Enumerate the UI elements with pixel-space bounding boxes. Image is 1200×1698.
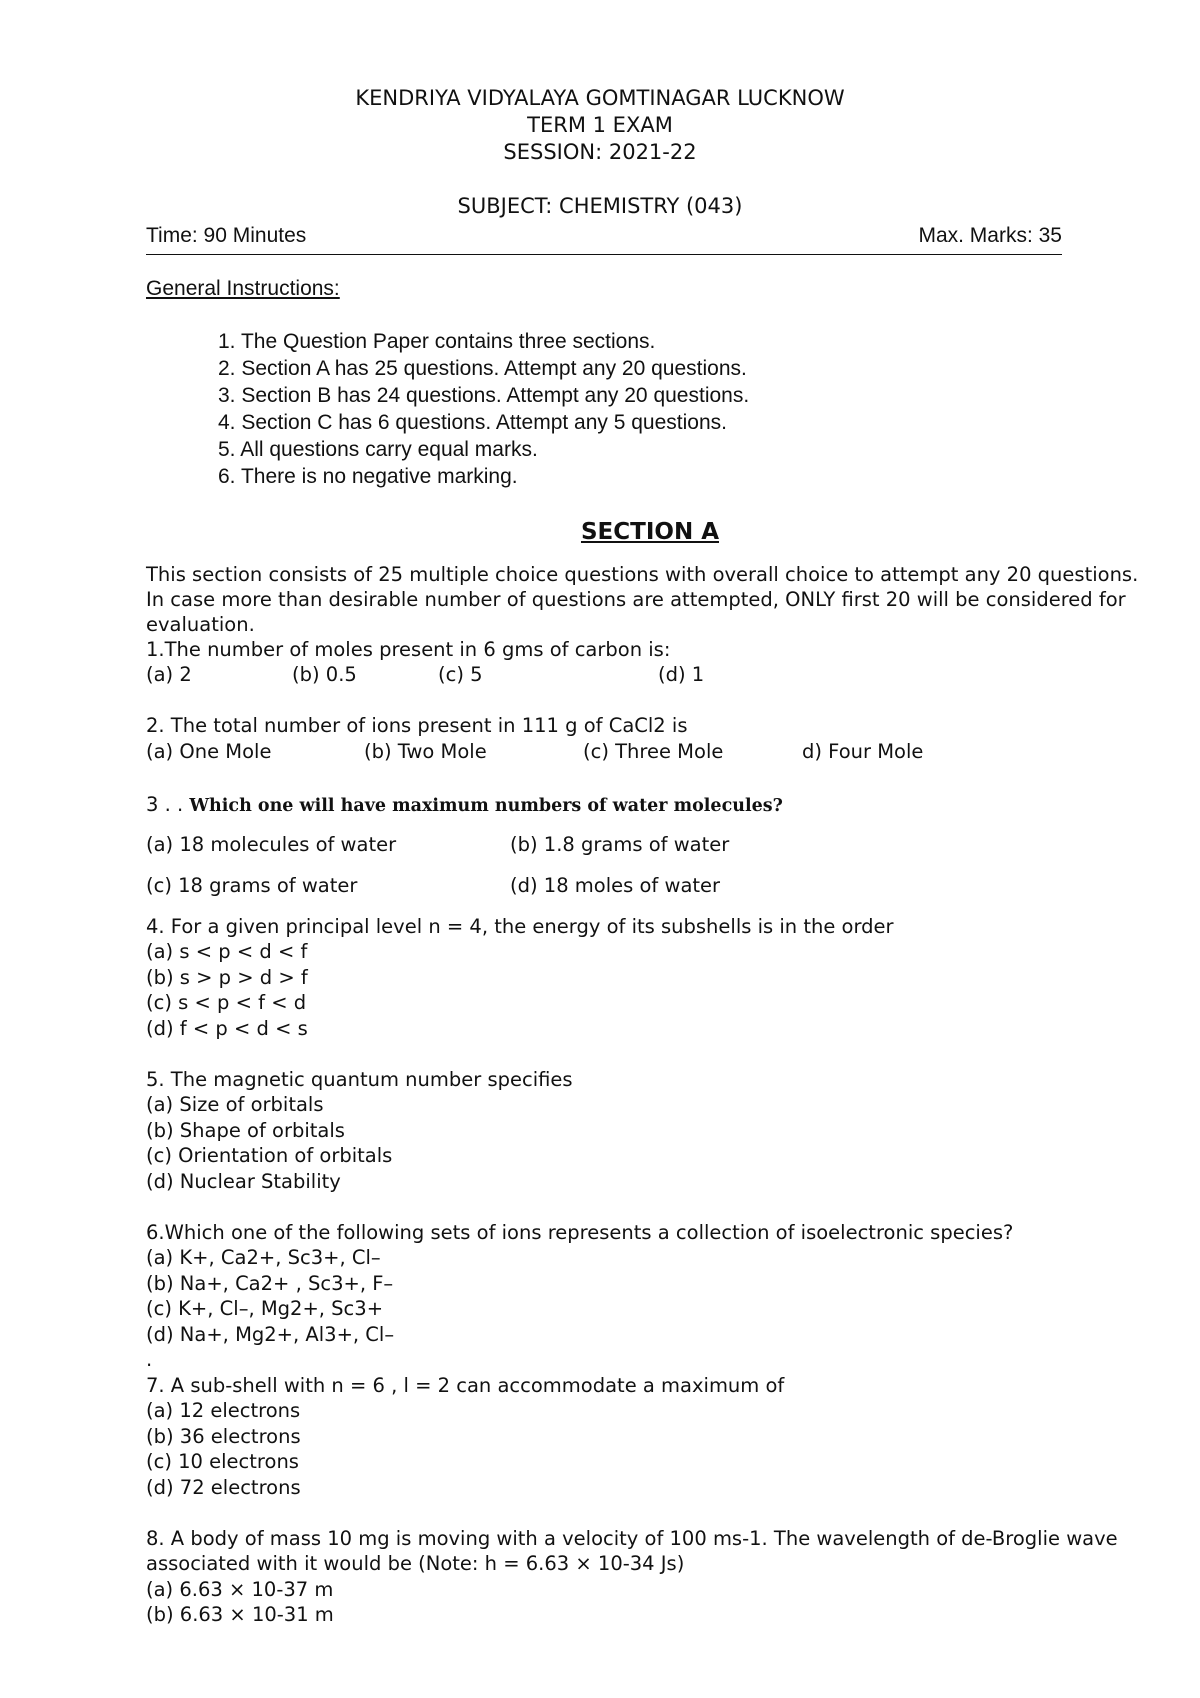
q6-option-a: (a) K+, Ca2+, Sc3+, Cl– xyxy=(146,1246,381,1269)
section-intro-line: In case more than desirable number of questions are attempted, ONLY first 20 will be considered for xyxy=(146,588,1126,611)
q3-option-d: (d) 18 moles of water xyxy=(510,874,721,897)
q4-option-d: (d) f < p < d < s xyxy=(146,1017,308,1040)
q6-option-b: (b) Na+, Ca2+ , Sc3+, F– xyxy=(146,1272,394,1295)
school-name: KENDRIYA VIDYALAYA GOMTINAGAR LUCKNOW xyxy=(355,86,845,110)
q2-option-b: (b) Two Mole xyxy=(364,740,487,763)
q7-option-d: (d) 72 electrons xyxy=(146,1476,301,1499)
q2-option-a: (a) One Mole xyxy=(146,740,272,763)
q2-option-d: d) Four Mole xyxy=(802,740,924,763)
section-a-title: SECTION A xyxy=(580,519,719,545)
question-5: 5. The magnetic quantum number specifies xyxy=(146,1068,573,1091)
q5-option-a: (a) Size of orbitals xyxy=(146,1093,324,1116)
q7-option-b: (b) 36 electrons xyxy=(146,1425,301,1448)
q8-option-b: (b) 6.63 × 10-31 m xyxy=(146,1603,334,1626)
subject: SUBJECT: CHEMISTRY (043) xyxy=(457,194,743,218)
instruction-item: 5. All questions carry equal marks. xyxy=(218,438,538,461)
q3-option-a: (a) 18 molecules of water xyxy=(146,833,397,856)
time-marks-line xyxy=(146,224,1062,255)
q4-option-a: (a) s < p < d < f xyxy=(146,940,308,963)
q3-option-c: (c) 18 grams of water xyxy=(146,874,358,897)
q5-option-d: (d) Nuclear Stability xyxy=(146,1170,341,1193)
question-7: 7. A sub-shell with n = 6 , l = 2 can accommodate a maximum of xyxy=(146,1374,785,1397)
q6-option-c: (c) K+, Cl–, Mg2+, Sc3+ xyxy=(146,1297,384,1320)
question-2: 2. The total number of ions present in 111 g of CaCl2 is xyxy=(146,714,688,737)
stray-dot: . xyxy=(146,1348,153,1371)
question-1: 1.The number of moles present in 6 gms of carbon is: xyxy=(146,638,671,661)
q3-number: 3 . . xyxy=(146,793,184,816)
question-8-cont: associated with it would be (Note: h = 6.63 × 10-34 Js) xyxy=(146,1552,685,1575)
q5-option-c: (c) Orientation of orbitals xyxy=(146,1144,393,1167)
time-label: Time: 90 Minutes xyxy=(146,224,307,247)
q1-option-d: (d) 1 xyxy=(658,663,705,686)
q1-option-a: (a) 2 xyxy=(146,663,192,686)
q6-option-d: (d) Na+, Mg2+, Al3+, Cl– xyxy=(146,1323,395,1346)
instruction-item: 1. The Question Paper contains three sections. xyxy=(218,330,656,353)
exam-name: TERM 1 EXAM xyxy=(527,113,673,137)
q7-option-a: (a) 12 electrons xyxy=(146,1399,301,1422)
instruction-item: 4. Section C has 6 questions. Attempt any 5 questions. xyxy=(218,411,727,434)
q3-option-b: (b) 1.8 grams of water xyxy=(510,833,730,856)
question-8: 8. A body of mass 10 mg is moving with a velocity of 100 ms-1. The wavelength of de-Broglie wave xyxy=(146,1527,1118,1550)
question-3 xyxy=(146,793,783,816)
instructions-heading: General Instructions: xyxy=(146,277,340,300)
q1-option-b: (b) 0.5 xyxy=(292,663,357,686)
q3-text: Which one will have maximum numbers of water molecules? xyxy=(189,796,783,816)
instruction-item: 3. Section B has 24 questions. Attempt any 20 questions. xyxy=(218,384,750,407)
instruction-item: 6. There is no negative marking. xyxy=(218,465,518,488)
section-intro-line: evaluation. xyxy=(146,613,255,636)
section-intro-line: This section consists of 25 multiple choice questions with overall choice to attempt any 20 questions. xyxy=(146,563,1139,586)
q5-option-b: (b) Shape of orbitals xyxy=(146,1119,345,1142)
question-4: 4. For a given principal level n = 4, the energy of its subshells is in the order xyxy=(146,915,894,938)
q4-option-c: (c) s < p < f < d xyxy=(146,991,307,1014)
q1-option-c: (c) 5 xyxy=(438,663,483,686)
q4-option-b: (b) s > p > d > f xyxy=(146,966,308,989)
q2-option-c: (c) Three Mole xyxy=(583,740,724,763)
q8-option-a: (a) 6.63 × 10-37 m xyxy=(146,1578,334,1601)
session: SESSION: 2021-22 xyxy=(503,140,697,164)
instruction-item: 2. Section A has 25 questions. Attempt any 20 questions. xyxy=(218,357,747,380)
question-6: 6.Which one of the following sets of ions represents a collection of isoelectronic species? xyxy=(146,1221,1014,1244)
q7-option-c: (c) 10 electrons xyxy=(146,1450,299,1473)
max-marks-label: Max. Marks: 35 xyxy=(918,224,1062,247)
